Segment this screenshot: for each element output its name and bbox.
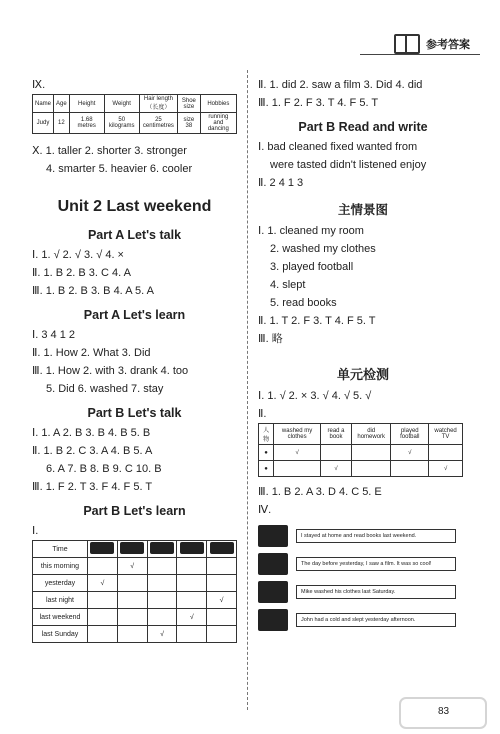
time-label: last night [33,592,88,609]
time-label: this morning [33,558,88,575]
time-cell [207,626,237,643]
time-cell: √ [117,558,147,575]
ix-cell: 25 centimetres [139,113,177,134]
time-cell [177,558,207,575]
time-cell: √ [177,609,207,626]
act-cell [352,461,391,477]
time-label: last Sunday [33,626,88,643]
act-header: played football [391,424,429,445]
time-cell [177,592,207,609]
time-cell [147,609,177,626]
time-cell [177,626,207,643]
time-cell [117,575,147,592]
answer-line: Ⅰ. 1. √ 2. × 3. √ 4. √ 5. √ [258,390,372,402]
act-cell [352,445,391,461]
activity-picture [147,541,177,558]
answer-line: Ⅱ. 1. T 2. F 3. T 4. F 5. T [258,315,376,327]
iv-row [258,553,468,575]
unit-title: Unit 2 Last weekend [57,198,212,215]
time-cell [117,626,147,643]
section-title: Part A Let's talk [87,228,182,242]
ix-header: Age [54,95,70,113]
section-title: Part A Let's learn [83,308,186,322]
time-header: Time [33,541,88,558]
time-cell [177,575,207,592]
answer-line: 4. slept [270,279,306,291]
ix-cell: 1.68 metres [69,113,104,134]
column-divider [247,70,248,710]
time-cell: √ [207,592,237,609]
ix-label: Ⅸ. [32,79,46,91]
answer-line: Ⅲ. 1. F 2. F 3. T 4. F 5. T [258,97,379,109]
iv-label: Ⅳ. [258,504,272,516]
act-header: 人物 [259,424,274,445]
time-cell [147,558,177,575]
act-cell: √ [429,461,463,477]
time-row [33,575,237,592]
time-table [32,540,237,643]
ix-cell: 50 kilograms [104,113,139,134]
ix-header: Height [69,95,104,113]
time-row [33,558,237,575]
time-cell [117,592,147,609]
act-cell: √ [274,445,321,461]
act-cell: √ [320,461,351,477]
answer-line: Ⅱ. 1. B 2. B 3. C 4. A [32,267,131,279]
activity-picture [117,541,147,558]
time-label: yesterday [33,575,88,592]
scene-picture [258,525,288,547]
section-title: Part B Let's talk [87,406,182,420]
act-header: watched TV [429,424,463,445]
time-label: last weekend [33,609,88,626]
answer-line: Ⅰ. 1. A 2. B 3. B 4. B 5. B [32,427,151,439]
watermark-stamp [398,696,488,730]
ix-header: Weight [104,95,139,113]
ix-cell: running and dancing [200,113,236,134]
iv-sentence: Mike washed his clothes last Saturday. [296,585,456,599]
answer-line: Ⅱ. 1. How 2. What 3. Did [32,347,151,359]
time-row [33,609,237,626]
left-column [32,76,237,643]
ix-cell: Judy [33,113,54,134]
section-title: Part B Let's learn [83,504,186,518]
time-row [33,592,237,609]
iv-row [258,525,468,547]
section-title: 主情景图 [337,203,388,217]
right-column [258,76,468,637]
iv-row [258,581,468,603]
answer-line: 5. read books [270,297,337,309]
answer-line: Ⅱ. 1. B 2. C 3. A 4. B 5. A [32,445,153,457]
answer-line: 5. Did 6. washed 7. stay [46,383,164,395]
act-cell [274,461,321,477]
time-cell: √ [88,575,118,592]
activity-picture [88,541,118,558]
answer-line: Ⅲ. 1. B 2. B 3. B 4. A 5. A [32,285,154,297]
header-rule [360,54,480,55]
time-cell [88,592,118,609]
answer-line: Ⅰ. bad cleaned fixed wanted from [258,141,418,153]
header-title: 参考答案 [426,39,470,51]
activity-table [258,423,463,477]
time-cell [117,609,147,626]
ix-header: Name [33,95,54,113]
answer-line: Ⅲ. 1. How 2. with 3. drank 4. too [32,365,189,377]
scene-picture [258,553,288,575]
act-header: read a book [320,424,351,445]
answer-line: Ⅱ. 1. did 2. saw a film 3. Did 4. did [258,79,423,91]
time-cell [88,626,118,643]
iv-sentence: John had a cold and slept yesterday afternoon. [296,613,456,627]
time-cell [207,575,237,592]
section-title: 单元检测 [336,367,389,382]
time-cell: √ [147,626,177,643]
act-cell [320,445,351,461]
person-icon: ● [259,445,274,461]
activity-picture [207,541,237,558]
time-cell [147,575,177,592]
scene-picture [258,609,288,631]
answer-line: Ⅱ. 2 4 1 3 [258,177,304,189]
ix-cell: 12 [54,113,70,134]
answer-line: Ⅱ. [258,408,267,420]
answer-line: 6. A 7. B 8. B 9. C 10. B [46,463,162,475]
act-header: did homework [352,424,391,445]
time-cell [88,609,118,626]
iv-sentence: The day before yesterday, I saw a film. It was so cool! [296,557,456,571]
time-cell [147,592,177,609]
time-row [33,626,237,643]
page-header [394,34,470,54]
iv-row [258,609,468,631]
time-cell [88,558,118,575]
answer-line: 3. played football [270,261,354,273]
time-cell [207,609,237,626]
answer-line: 2. washed my clothes [270,243,376,255]
ix-header: Hobbies [200,95,236,113]
answer-line: Ⅲ. 略 [258,333,283,345]
answer-line: Ⅰ. 3 4 1 2 [32,329,75,341]
answer-line: Ⅰ. 1. √ 2. √ 3. √ 4. × [32,249,124,261]
iv-sentence: I stayed at home and read books last weekend. [296,529,456,543]
x-line: 4. smarter 5. heavier 6. cooler [46,163,193,175]
answer-line: Ⅲ. 1. F 2. T 3. F 4. F 5. T [32,481,153,493]
answer-line: Ⅰ. 1. cleaned my room [258,225,364,237]
ix-cell: size 38 [178,113,201,134]
page-number: 83 [438,706,450,717]
ix-table [32,94,237,134]
section-title: Part B Read and write [298,120,428,134]
ix-header: Hair length （长度） [139,95,177,113]
act-cell [391,461,429,477]
answer-line: Ⅲ. 1. B 2. A 3. D 4. C 5. E [258,486,382,498]
answer-line: were tasted didn't listened enjoy [270,159,427,171]
act-header: washed my clothes [274,424,321,445]
act-cell: √ [391,445,429,461]
ix-header: Shoe size [178,95,201,113]
book-icon [394,34,420,54]
person-icon: ● [259,461,274,477]
time-cell [207,558,237,575]
answer-line: Ⅰ. [32,525,39,537]
activity-picture [177,541,207,558]
act-cell [429,445,463,461]
scene-picture [258,581,288,603]
x-line: Ⅹ. 1. taller 2. shorter 3. stronger [32,145,187,157]
